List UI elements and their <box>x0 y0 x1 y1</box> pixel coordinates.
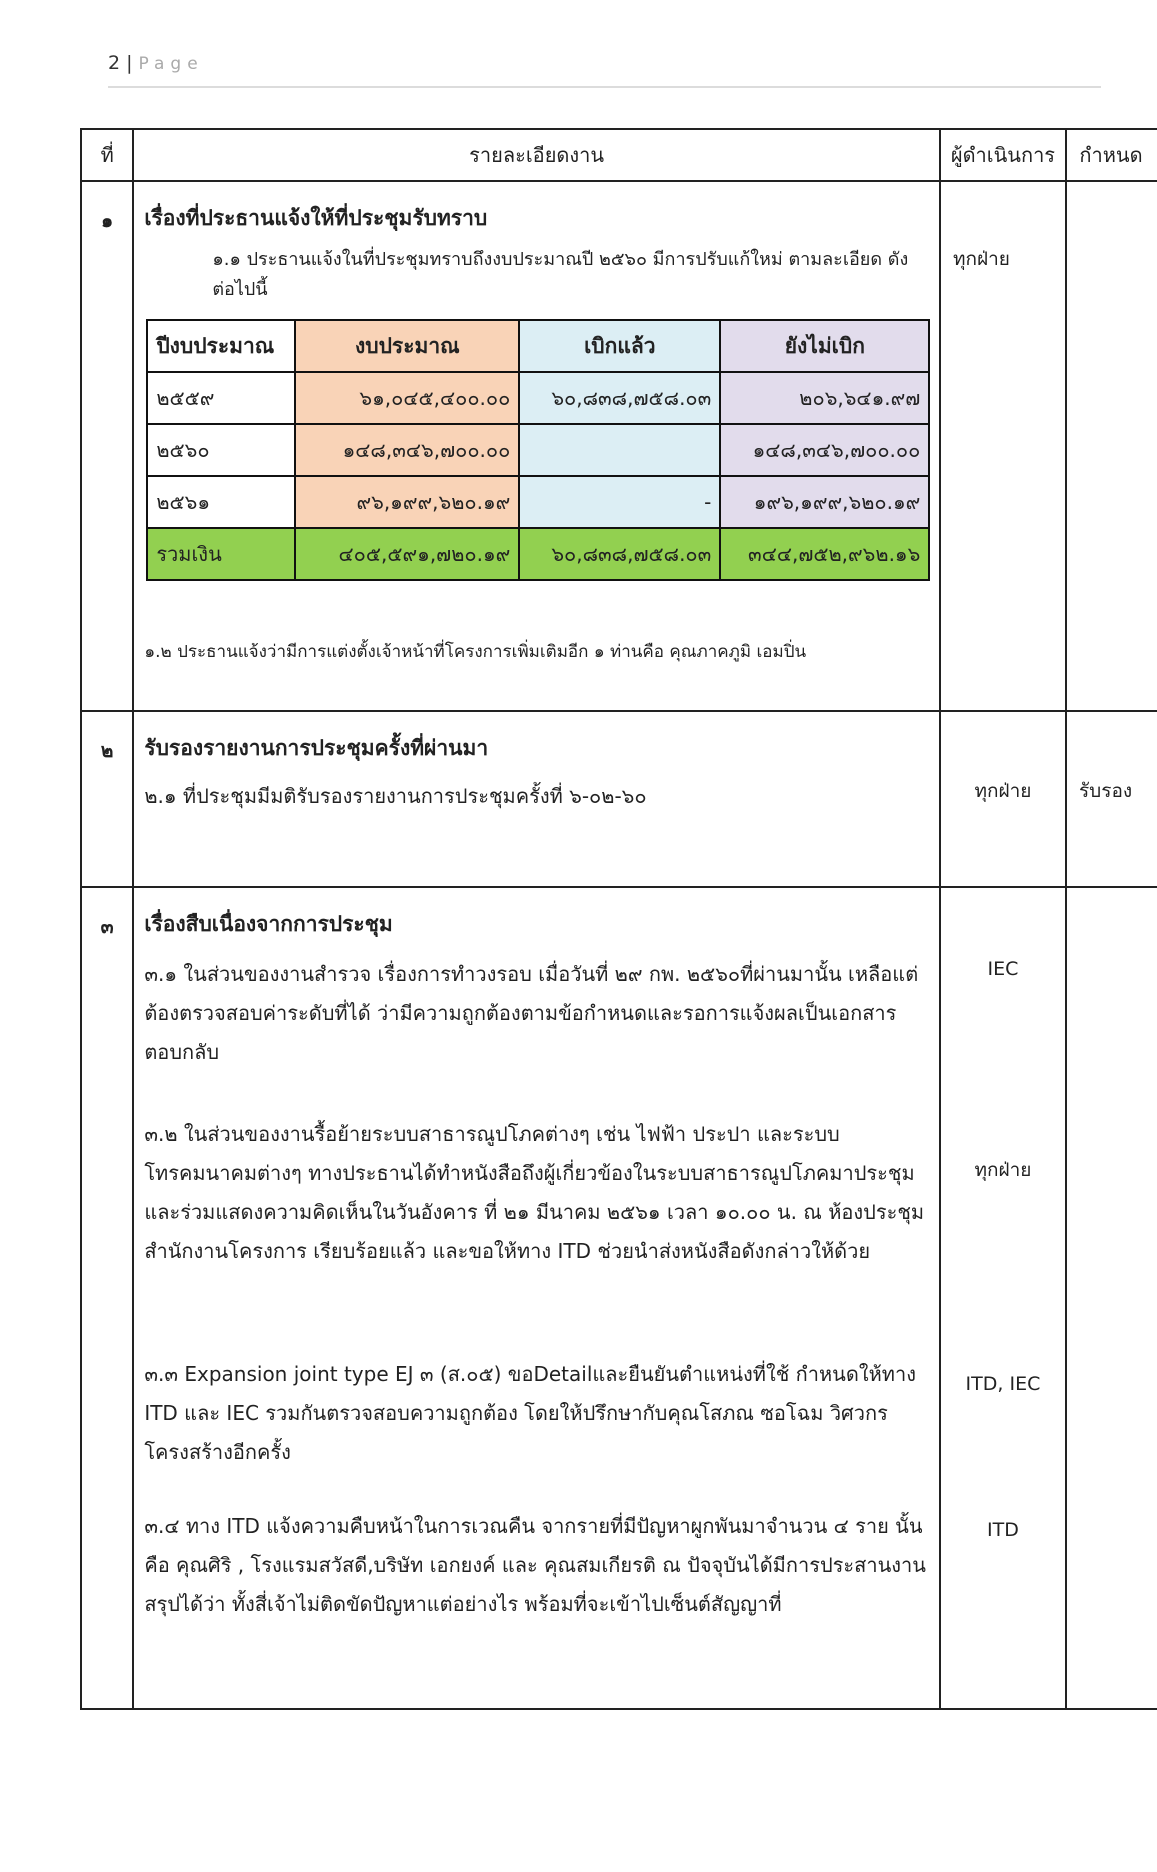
item-3-3-responsible: ITD, IEC <box>965 1373 1041 1395</box>
page-separator: | <box>126 52 133 74</box>
budget-remaining: ๒๐๖,๖๔๑.๙๗ <box>720 372 929 424</box>
budget-row <box>147 372 929 424</box>
section-row-1 <box>81 181 1157 711</box>
budget-row <box>147 424 929 476</box>
budget-table <box>146 319 930 581</box>
budget-header-row <box>147 320 929 372</box>
budget-header-year: ปีงบประมาณ <box>147 320 295 372</box>
budget-total-amount: ๔๐๕,๕๙๑,๗๒๐.๑๙ <box>295 528 519 580</box>
budget-header-disbursed: เบิกแล้ว <box>519 320 720 372</box>
budget-year: ๒๕๕๙ <box>147 372 295 424</box>
budget-total-remaining: ๓๔๔,๗๕๒,๙๖๒.๑๖ <box>720 528 929 580</box>
budget-disbursed: ๖๐,๘๓๘,๗๕๘.๐๓ <box>519 372 720 424</box>
header-no: ที่ <box>81 129 133 181</box>
item-3-4: ๓.๔ ทาง ITD แจ้งความคืบหน้าในการเวณคืน จากรายที่มีปัญหาผูกพันมาจำนวน ๔ ราย นั้นคือ คุณศิริ , โรงแรมสวัสดี,บริษัท เอกยงค์ และ คุณสมเกียรติ ณ ปัจจุบันได้มีการประสานงาน สรุปได้ว่า ทั้งสี่เจ้าไม่ติดขัดปัญหาแต่อย่างไร พร้อมที่จะเข้าไปเซ็นต์สัญญาที่ <box>144 1514 926 1616</box>
header-detail: รายละเอียดงาน <box>133 129 940 181</box>
section-2-responsible-cell <box>940 711 1066 887</box>
budget-disbursed <box>519 424 720 476</box>
budget-amount: ๙๖,๑๙๙,๖๒๐.๑๙ <box>295 476 519 528</box>
budget-amount: ๖๑,๐๔๕,๔๐๐.๐๐ <box>295 372 519 424</box>
section-1-responsible-cell <box>940 181 1066 711</box>
budget-header-budget: งบประมาณ <box>295 320 519 372</box>
item-1-1-responsible: ทุกฝ่าย <box>952 248 1010 270</box>
section-1-title: เรื่องที่ประธานแจ้งให้ที่ประชุมรับทราบ <box>144 206 488 230</box>
item-2-1: ๒.๑ ที่ประชุมมีมติรับรองรายงานการประชุมครั้งที่ ๖-๐๒-๖๐ <box>144 784 647 808</box>
budget-remaining: ๑๙๖,๑๙๙,๖๒๐.๑๙ <box>720 476 929 528</box>
section-2-responsible: ทุกฝ่าย <box>974 780 1032 802</box>
budget-row <box>147 476 929 528</box>
budget-total-row <box>147 528 929 580</box>
section-3-responsible-cell <box>940 887 1066 1709</box>
header-due <box>1066 129 1157 181</box>
item-3-3: ๓.๓ Expansion joint type EJ ๓ (ส.๐๕) ขอDetailและยืนยันตำแหน่งที่ใช้ กำหนดให้ทาง ITD และ IEC รวมกันตรวจสอบความถูกต้อง โดยให้ปรึกษากับคุณโสภณ ซอโฉม วิศวกรโครงสร้างอีกครั้ง <box>144 1362 916 1464</box>
section-1-due-cell <box>1066 181 1157 711</box>
section-1-detail <box>133 181 940 711</box>
item-3-4-responsible: ITD <box>987 1519 1019 1541</box>
page-word: Page <box>138 54 204 74</box>
item-3-1-responsible: IEC <box>987 958 1019 980</box>
header-due-text: กำหนด <box>1079 143 1143 167</box>
budget-year: ๒๕๖๐ <box>147 424 295 476</box>
budget-total-disbursed: ๖๐,๘๓๘,๗๕๘.๐๓ <box>519 528 720 580</box>
item-1-2: ๑.๒ ประธานแจ้งว่ามีการแต่งตั้งเจ้าหน้าที่โครงการเพิ่มเติมอีก ๑ ท่านคือ คุณภาคภูมิ เอมปิ่น <box>144 642 807 662</box>
section-row-3 <box>81 887 1157 1709</box>
section-2-detail <box>133 711 940 887</box>
page-header <box>108 52 204 74</box>
section-3-title: เรื่องสืบเนื่องจากการประชุม <box>144 912 393 936</box>
header-rule <box>108 86 1101 88</box>
section-2-title: รับรองรายงานการประชุมครั้งที่ผ่านมา <box>144 736 489 760</box>
page-number: 2 <box>108 52 121 74</box>
minutes-table <box>80 128 1157 1710</box>
section-3-number: ๓ <box>81 887 133 1709</box>
budget-header-remaining: ยังไม่เบิก <box>720 320 929 372</box>
section-2-due-cell <box>1066 711 1157 887</box>
section-1-number: ๑ <box>81 181 133 711</box>
section-3-detail <box>133 887 940 1709</box>
minutes-header-row <box>81 129 1157 181</box>
section-3-due-cell <box>1066 887 1157 1709</box>
header-responsible: ผู้ดำเนินการ <box>940 129 1066 181</box>
item-3-2: ๓.๒ ในส่วนของงานรื้อย้ายระบบสาธารณูปโภคต่างๆ เช่น ไฟฟ้า ประปา และระบบโทรคมนาคมต่างๆ ทางประธานได้ทำหนังสือถึงผู้เกี่ยวข้องในระบบสาธารณูปโภคมาประชุมและร่วมแสดงความคิดเห็นในวันอังคาร ที่ ๒๑ มีนาคม ๒๕๖๑ เวลา ๑๐.๐๐ น. ณ ห้องประชุมสำนักงานโครงการ เรียบร้อยแล้ว และขอให้ทาง ITD ช่วยนำส่งหนังสือดังกล่าวให้ด้วย <box>144 1122 925 1263</box>
budget-remaining: ๑๔๘,๓๔๖,๗๐๐.๐๐ <box>720 424 929 476</box>
section-row-2 <box>81 711 1157 887</box>
budget-total-label: รวมเงิน <box>147 528 295 580</box>
section-2-due: รับรอง <box>1078 780 1133 802</box>
budget-disbursed: - <box>519 476 720 528</box>
item-3-2-responsible: ทุกฝ่าย <box>974 1159 1032 1181</box>
budget-year: ๒๕๖๑ <box>147 476 295 528</box>
item-3-1: ๓.๑ ในส่วนของงานสำรวจ เรื่องการทำวงรอบ เมื่อวันที่ ๒๙ กพ. ๒๕๖๐ที่ผ่านมานั้น เหลือแต่ต้องตรวจสอบค่าระดับที่ได้ ว่ามีความถูกต้องตามข้อกำหนดและรอการแจ้งผลเป็นเอกสารตอบกลับ <box>144 962 919 1064</box>
item-1-1: ๑.๑ ประธานแจ้งในที่ประชุมทราบถึงงบประมาณปี ๒๕๖๐ มีการปรับแก้ใหม่ ตามละเอียด ดังต่อไปนี้ <box>212 249 909 300</box>
section-2-number: ๒ <box>81 711 133 887</box>
budget-amount: ๑๔๘,๓๔๖,๗๐๐.๐๐ <box>295 424 519 476</box>
